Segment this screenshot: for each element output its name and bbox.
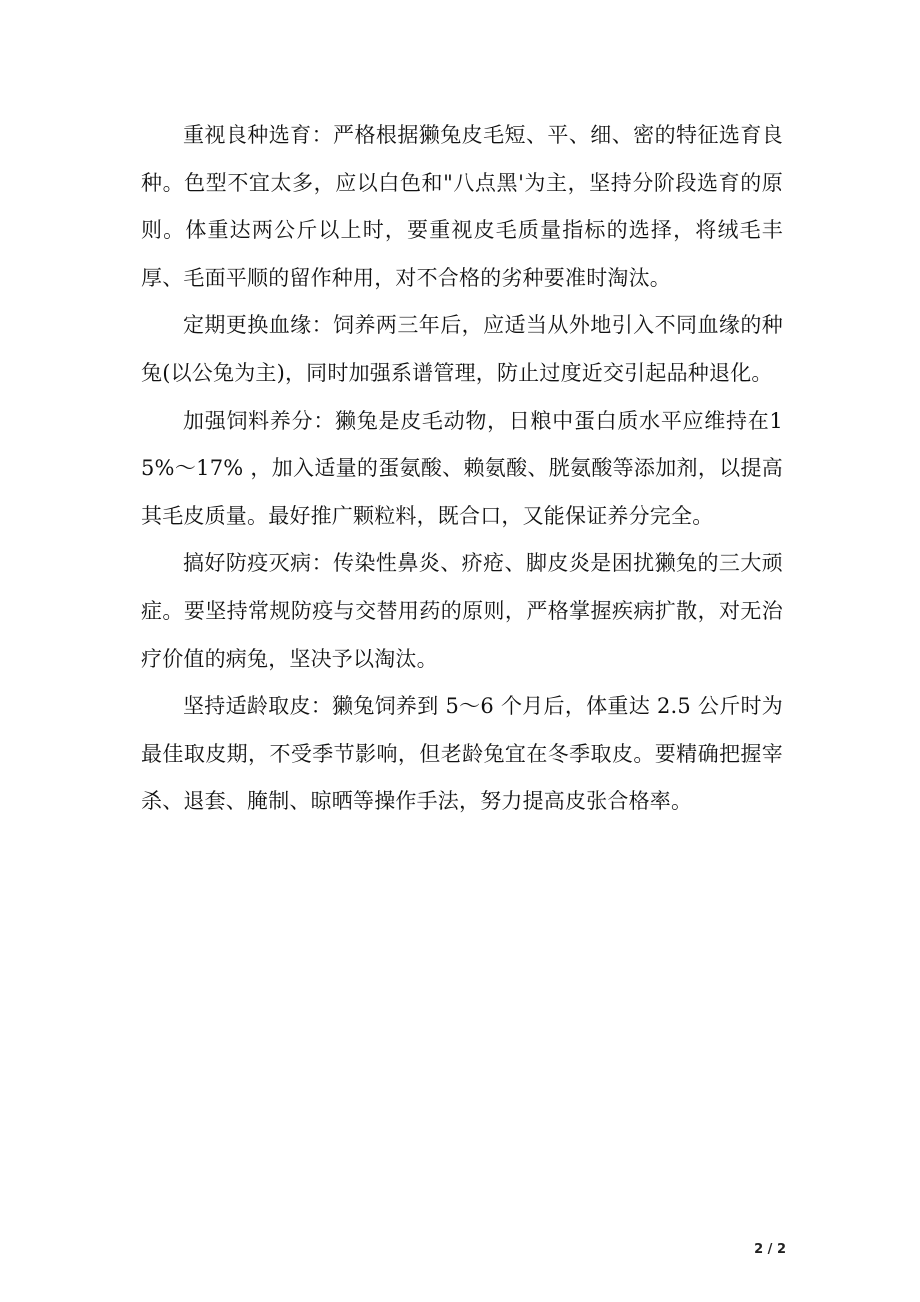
document-body — [141, 112, 783, 826]
paragraph-feed-nutrition: 加强饲料养分：獭兔是皮毛动物，日粮中蛋白质水平应维持在15%～17% ，加入适量的蛋氨酸、赖氨酸、胱氨酸等添加剂，以提高其毛皮质量。最好推广颗粒料，既合口，又能保证养分完全。 — [141, 408, 783, 528]
paragraph-disease-prevention: 搞好防疫灭病：传染性鼻炎、疥疮、脚皮炎是困扰獭兔的三大顽症。要坚持常规防疫与交替用药的原则，严格掌握疾病扩散，对无治疗价值的病兔，坚决予以淘汰。 — [141, 551, 783, 671]
paragraph-bloodline-renewal: 定期更换血缘：饲养两三年后，应适当从外地引入不同血缘的种兔(以公兔为主)，同时加强系谱管理，防止过度近交引起品种退化。 — [141, 313, 783, 385]
page-number: 2 / 2 — [754, 1242, 786, 1257]
paragraph-breeding-selection: 重视良种选育：严格根据獭兔皮毛短、平、细、密的特征选育良种。色型不宜太多，应以白色和"八点黑'为主，坚持分阶段选育的原则。体重达两公斤以上时，要重视皮毛质量指标的选择，将绒毛丰厚、毛面平顺的留作种用，对不合格的劣种要准时淘汰。 — [141, 123, 783, 290]
paragraph-pelt-harvesting: 坚持适龄取皮：獭兔饲养到 5～6 个月后，体重达 2.5 公斤时为最佳取皮期，不受季节影响，但老龄兔宜在冬季取皮。要精确把握宰杀、退套、腌制、晾晒等操作手法，努力提高皮张合格率。 — [141, 694, 783, 814]
